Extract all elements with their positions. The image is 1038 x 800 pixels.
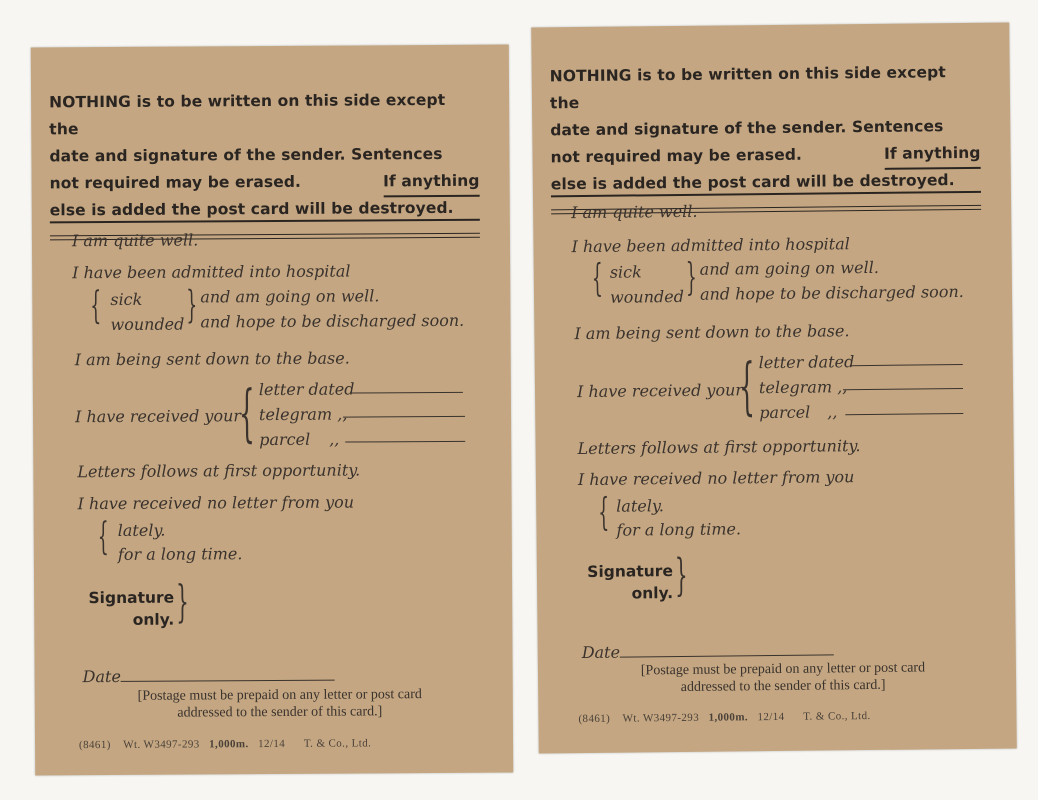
footer-code: (8461) [578, 712, 611, 726]
footer-qty: 1,000m. [209, 738, 249, 751]
brace-signature: } [674, 549, 688, 602]
footer-code: (8461) [79, 738, 111, 752]
telegram-line [343, 415, 465, 418]
notice-line2: date and signature of the sender. Sentences [550, 117, 944, 140]
opt-long-time: for a long time. [117, 544, 243, 564]
print-footer [79, 737, 371, 751]
notice-line1: is to be written on this side except the [49, 90, 446, 139]
postage-line2: addressed to the sender of this card.] [680, 677, 886, 695]
footer-date: 12/14 [258, 737, 286, 751]
signature-line2: only. [132, 610, 175, 629]
brace-no-letter: { [97, 514, 109, 559]
parcel-marks: ,, [827, 402, 838, 422]
print-footer [578, 710, 870, 725]
signature-line2: only. [631, 584, 674, 603]
brace-hospital-right: } [186, 282, 198, 327]
opt-wounded: wounded [609, 286, 685, 307]
opt-discharged: and hope to be discharged soon. [200, 310, 465, 332]
line-base: I am being sent down to the base. [74, 348, 350, 370]
opt-lately: lately. [117, 520, 166, 540]
notice-lead: NOTHING [49, 92, 132, 112]
line-quite-well: I am quite well. [71, 230, 199, 251]
notice-block [49, 87, 480, 241]
letter-date-line [851, 363, 963, 366]
date-label: Date [82, 666, 121, 687]
field-service-postcard-right [531, 23, 1017, 754]
notice-line3-left: not required may be erased. [550, 145, 803, 167]
line-admitted: I have been admitted into hospital [72, 261, 351, 283]
opt-discharged: and hope to be discharged soon. [699, 282, 964, 304]
signature-label [76, 587, 174, 632]
postage-note [95, 686, 465, 722]
brace-received: { [238, 376, 256, 450]
opt-letter: letter dated [758, 352, 855, 373]
postage-note [598, 659, 968, 697]
line-letters-follows: Letters follows at first opportunity. [77, 460, 361, 482]
notice-line3-right: If anything [383, 168, 480, 198]
date-line[interactable] [620, 653, 834, 657]
line-received: I have received your [74, 406, 242, 427]
line-base: I am being sent down to the base. [574, 321, 850, 344]
opt-sick: sick [110, 289, 143, 309]
notice-line4: else is added the post card will be destroyed. [50, 197, 480, 224]
telegram-line [843, 387, 963, 390]
line-admitted: I have been admitted into hospital [571, 234, 850, 257]
opt-going-on: and am going on well. [200, 286, 380, 307]
opt-long-time: for a long time. [616, 519, 742, 540]
opt-wounded: wounded [110, 314, 185, 334]
opt-telegram: telegram ,, [258, 404, 348, 425]
notice-line1: is to be written on this side except the [549, 63, 946, 113]
footer-printer: T. & Co., Ltd. [303, 737, 372, 750]
postage-line2: addressed to the sender of this card.] [177, 704, 383, 721]
opt-parcel: parcel [759, 402, 811, 423]
letter-date-line [351, 391, 463, 394]
notice-line2: date and signature of the sender. Sentences [49, 144, 443, 166]
parcel-marks: ,, [329, 429, 340, 449]
brace-signature: } [176, 576, 189, 628]
notice-line4: else is added the post card will be destroyed. [551, 169, 981, 198]
opt-letter: letter dated [258, 379, 355, 400]
line-letters-follows: Letters follows at first opportunity. [577, 436, 861, 459]
brace-no-letter: { [598, 489, 610, 534]
parcel-line [345, 440, 465, 443]
notice-lead: NOTHING [549, 66, 632, 86]
signature-line1: Signature [587, 562, 674, 581]
signature-label [575, 560, 673, 605]
brace-hospital-right: } [685, 254, 697, 299]
field-service-postcard-left [31, 45, 513, 776]
footer-qty: 1,000m. [708, 711, 749, 724]
date-label: Date [581, 642, 621, 663]
date-line[interactable] [121, 679, 335, 682]
line-received: I have received your [576, 380, 744, 402]
footer-wt: Wt. W3497-293 [622, 711, 700, 725]
opt-parcel: parcel [259, 429, 311, 450]
notice-block [550, 59, 982, 214]
opt-telegram: telegram ,, [758, 377, 848, 398]
notice-line3-right: If anything [884, 140, 981, 170]
postage-line1: [Postage must be prepaid on any letter or post card [137, 687, 422, 704]
brace-received: { [738, 349, 756, 423]
notice-line3-left: not required may be erased. [49, 172, 302, 193]
brace-hospital-left: { [90, 283, 102, 328]
footer-printer: T. & Co., Ltd. [803, 710, 871, 723]
line-quite-well: I am quite well. [571, 201, 698, 223]
footer-date: 12/14 [757, 710, 785, 724]
brace-hospital-left: { [591, 255, 603, 300]
signature-line1: Signature [88, 588, 175, 608]
opt-going-on: and am going on well. [699, 257, 879, 279]
line-no-letter: I have received no letter from you [577, 467, 855, 490]
line-no-letter: I have received no letter from you [77, 492, 355, 514]
postage-line1: [Postage must be prepaid on any letter or post card [640, 660, 926, 679]
parcel-line [845, 412, 963, 415]
footer-wt: Wt. W3497-293 [123, 738, 200, 751]
opt-lately: lately. [616, 496, 664, 516]
opt-sick: sick [609, 262, 642, 282]
